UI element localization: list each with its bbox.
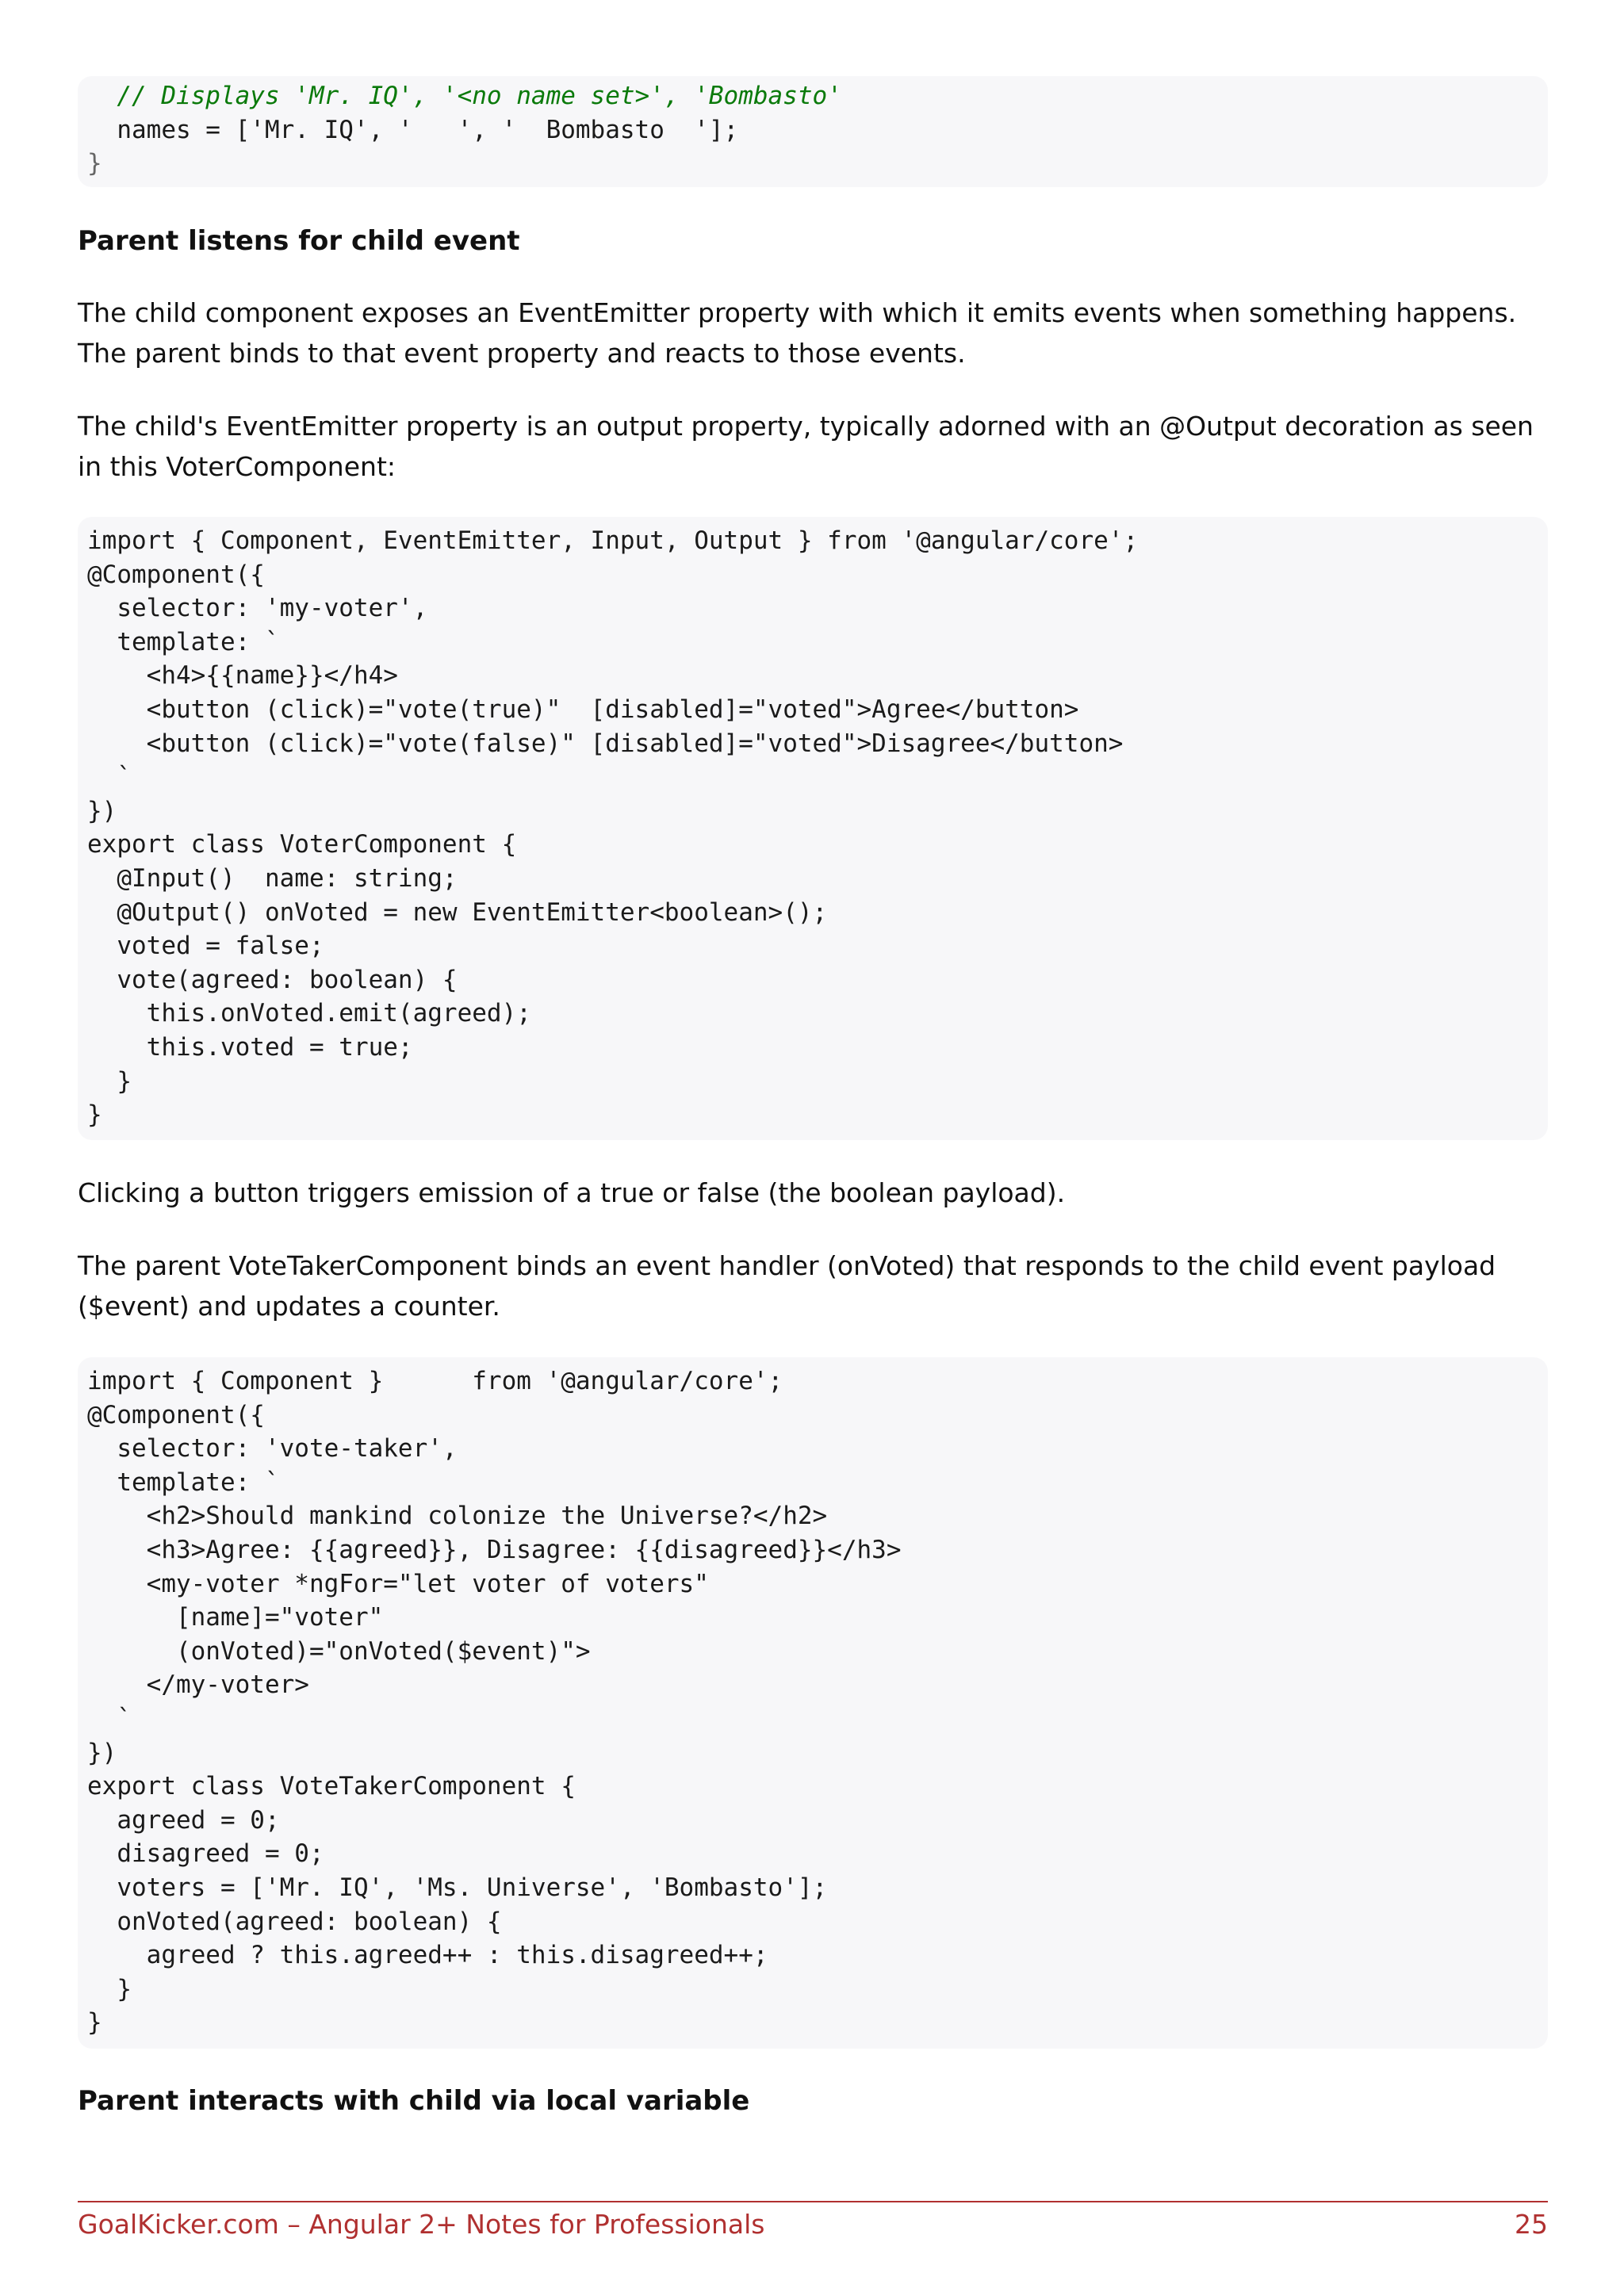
code-line: <button (click)="vote(false)" [disabled]="voted">Disagree</button> — [87, 729, 1124, 758]
code-line: @Component({ — [87, 1400, 265, 1429]
code-line: }) — [87, 796, 117, 825]
code-line: <h3>Agree: {{agreed}}, Disagree: {{disagreed}}</h3> — [87, 1535, 902, 1564]
code-line: ` — [87, 1704, 132, 1733]
code-line: template: ` — [87, 627, 280, 656]
paragraph: The parent VoteTakerComponent binds an event handler (onVoted) that responds to the child event payload ($event) and updates a counter. — [78, 1250, 1496, 1322]
section-heading-local-variable: Parent interacts with child via local variable — [78, 2085, 750, 2117]
code-line: } — [87, 149, 102, 178]
section-heading-child-event: Parent listens for child event — [78, 225, 520, 257]
code-line: selector: 'my-voter', — [87, 594, 428, 623]
code-line: onVoted(agreed: boolean) { — [87, 1907, 502, 1936]
code-line: agreed ? this.agreed++ : this.disagreed++; — [87, 1941, 768, 1970]
code-block-vote-taker-component — [78, 1357, 1548, 2049]
code-block-voter-component — [78, 517, 1548, 1140]
code-line: [name]="voter" — [87, 1603, 384, 1632]
code-line: names = ['Mr. IQ', ' ', ' Bombasto ']; — [87, 115, 739, 144]
code-line: this.voted = true; — [87, 1032, 413, 1062]
code-line: selector: 'vote-taker', — [87, 1434, 458, 1464]
code-line: <h4>{{name}}</h4> — [87, 661, 398, 691]
code-line: this.onVoted.emit(agreed); — [87, 999, 531, 1028]
code-line: } — [87, 1100, 102, 1130]
code-line: ` — [87, 763, 132, 792]
code-line: } — [87, 2008, 102, 2038]
code-line: @Input() name: string; — [87, 863, 458, 893]
code-line: @Component({ — [87, 560, 265, 589]
code-line: import { Component, EventEmitter, Input, Output } from '@angular/core'; — [87, 526, 1139, 555]
code-line: } — [87, 1974, 132, 2003]
page-number: 25 — [1515, 2209, 1548, 2240]
code-line: <h2>Should mankind colonize the Universe?</h2> — [87, 1502, 828, 1531]
paragraph: The child's EventEmitter property is an output property, typically adorned with an @Output decoration as seen in this VoterComponent: — [78, 411, 1534, 482]
code-block-1 — [78, 76, 1548, 187]
footer-divider — [78, 2201, 1548, 2202]
footer-link[interactable]: GoalKicker.com – Angular 2+ Notes for Professionals — [78, 2209, 765, 2240]
code-line: } — [87, 1066, 132, 1096]
code-line: (onVoted)="onVoted($event)"> — [87, 1636, 591, 1666]
code-line: voters = ['Mr. IQ', 'Ms. Universe', 'Bombasto']; — [87, 1873, 828, 1902]
paragraph: The child component exposes an EventEmitter property with which it emits events when something happens. The parent binds to that event property and reacts to those events. — [78, 297, 1517, 369]
code-line: <button (click)="vote(true)" [disabled]="voted">Agree</button> — [87, 695, 1079, 724]
code-line: </my-voter> — [87, 1670, 309, 1700]
paragraph: Clicking a button triggers emission of a true or false (the boolean payload). — [78, 1177, 1066, 1208]
code-line: export class VoteTakerComponent { — [87, 1772, 576, 1801]
code-line: // Displays 'Mr. IQ', '<no name set>', 'Bombasto' — [87, 82, 842, 110]
code-line: voted = false; — [87, 932, 324, 961]
code-line: template: ` — [87, 1468, 280, 1497]
code-line: }) — [87, 1738, 117, 1767]
code-line: export class VoterComponent { — [87, 830, 517, 859]
code-line: import { Component } from '@angular/core'; — [87, 1367, 783, 1395]
code-line: disagreed = 0; — [87, 1839, 324, 1869]
code-line: vote(agreed: boolean) { — [87, 965, 458, 994]
code-line: @Output() onVoted = new EventEmitter<boolean>(); — [87, 897, 828, 927]
code-line: agreed = 0; — [87, 1805, 280, 1835]
code-line: <my-voter *ngFor="let voter of voters" — [87, 1569, 709, 1598]
